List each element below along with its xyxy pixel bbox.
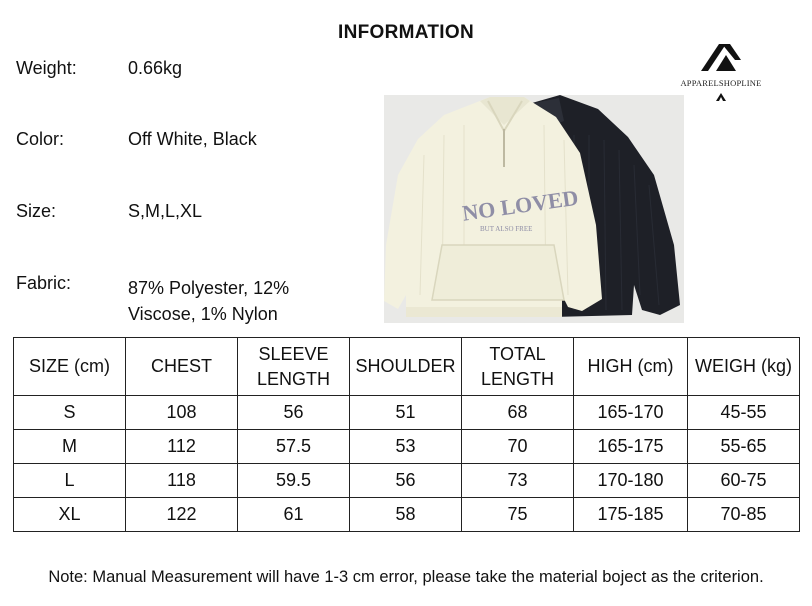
- table-cell: 73: [462, 464, 574, 498]
- table-row: [14, 396, 800, 430]
- weight-label: Weight:: [16, 58, 77, 78]
- header-total-length: TOTAL LENGTH: [462, 338, 574, 396]
- table-cell: 175-185: [574, 498, 688, 532]
- table-cell: 56: [238, 396, 350, 430]
- table-header-row: [14, 338, 800, 396]
- table-cell: 45-55: [688, 396, 800, 430]
- table-cell: 118: [126, 464, 238, 498]
- brand-logo: [676, 42, 766, 102]
- brand-mark-icon: [699, 42, 743, 72]
- table-cell: S: [14, 396, 126, 430]
- brand-small-mark-icon: [716, 93, 726, 101]
- weight-value: 0.66kg: [128, 58, 183, 78]
- table-cell: 55-65: [688, 430, 800, 464]
- table-cell: 70: [462, 430, 574, 464]
- page-title: INFORMATION: [338, 22, 474, 43]
- hoodie-print-sub: BUT ALSO FREE: [480, 225, 533, 233]
- table-cell: 51: [350, 396, 462, 430]
- table-cell: 170-180: [574, 464, 688, 498]
- table-cell: 108: [126, 396, 238, 430]
- table-cell: 61: [238, 498, 350, 532]
- table-cell: 53: [350, 430, 462, 464]
- table-cell: 59.5: [238, 464, 350, 498]
- header-shoulder: SHOULDER: [350, 338, 462, 396]
- hoodie-print-main: NO LOVED: [460, 184, 580, 226]
- table-cell: L: [14, 464, 126, 498]
- product-image: [384, 95, 684, 323]
- table-row: [14, 464, 800, 498]
- header-sleeve-length: SLEEVE LENGTH: [238, 338, 350, 396]
- color-label: Color:: [16, 129, 65, 149]
- size-table: [13, 337, 800, 532]
- table-row: [14, 498, 800, 532]
- size-label: Size:: [16, 201, 57, 221]
- table-cell: 58: [350, 498, 462, 532]
- fabric-value-line1: 87% Polyester, 12%: [128, 278, 290, 298]
- brand-name: APPARELSHOPLINE: [680, 78, 762, 88]
- table-cell: 56: [350, 464, 462, 498]
- table-cell: 165-175: [574, 430, 688, 464]
- header-height: HIGH (cm): [574, 338, 688, 396]
- measurement-note: Note: Manual Measurement will have 1-3 cm error, please take the material boject as the criterion.: [48, 568, 764, 586]
- fabric-value-line2: Viscose, 1% Nylon: [128, 304, 278, 324]
- table-cell: 75: [462, 498, 574, 532]
- table-cell: 112: [126, 430, 238, 464]
- size-value: S,M,L,XL: [128, 201, 203, 221]
- table-cell: 68: [462, 396, 574, 430]
- table-cell: 60-75: [688, 464, 800, 498]
- header-chest: CHEST: [126, 338, 238, 396]
- table-cell: XL: [14, 498, 126, 532]
- table-cell: 57.5: [238, 430, 350, 464]
- color-value: Off White, Black: [128, 129, 257, 149]
- table-cell: 70-85: [688, 498, 800, 532]
- table-cell: 122: [126, 498, 238, 532]
- table-cell: 165-170: [574, 396, 688, 430]
- table-row: [14, 430, 800, 464]
- fabric-label: Fabric:: [16, 273, 72, 293]
- header-weight: WEIGH (kg): [688, 338, 800, 396]
- table-cell: M: [14, 430, 126, 464]
- header-size: SIZE (cm): [14, 338, 126, 396]
